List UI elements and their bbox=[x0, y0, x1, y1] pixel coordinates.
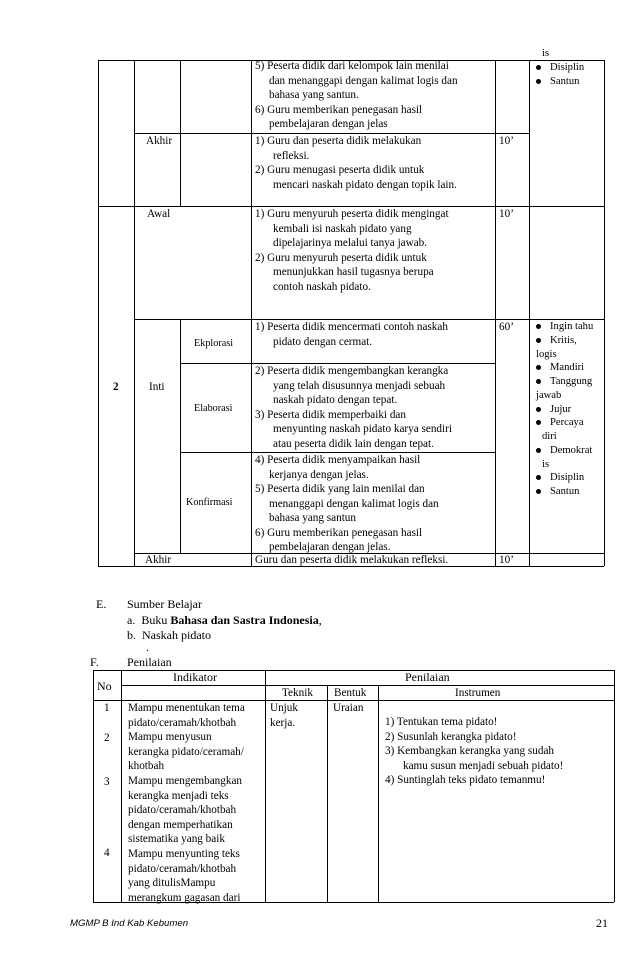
text-line: kerangka menjadi teks bbox=[128, 789, 229, 802]
text-line: 1) Tentukan tema pidato! bbox=[385, 716, 498, 728]
awal-activities bbox=[255, 207, 495, 294]
value-bullet-item: Mandiri bbox=[534, 361, 604, 375]
section-f-title: Penilaian bbox=[127, 655, 172, 669]
text-line: sistematika yang baik bbox=[128, 833, 225, 846]
instrumen-list bbox=[385, 715, 613, 788]
text-line: khotbah bbox=[128, 760, 165, 773]
teknik-cell bbox=[270, 701, 298, 730]
akhir-2-activity: Guru dan peserta didik melakukan refleksi. bbox=[255, 554, 449, 566]
source-item-a-book: Bahasa dan Sastra Indonesia bbox=[170, 613, 319, 627]
eksplorasi-activities bbox=[255, 320, 495, 349]
text-line: Mampu mengembangkan bbox=[128, 774, 243, 787]
continued-activities bbox=[255, 59, 495, 132]
stage-awal: Awal bbox=[147, 208, 171, 220]
value-bullet-item: Tanggung bbox=[534, 375, 604, 389]
akhir-2-time: 10’ bbox=[499, 554, 514, 566]
text-line: dipelajarinya melalui tanya jawab. bbox=[273, 237, 428, 250]
row-number-2: 2 bbox=[104, 732, 110, 744]
text-line: contoh naskah pidato. bbox=[273, 280, 371, 293]
text-line: kerjanya dengan jelas. bbox=[269, 468, 369, 481]
source-item-a-post: , bbox=[318, 613, 322, 627]
stage-akhir-2: Akhir bbox=[145, 554, 172, 566]
text-line: pembelajaran dengan jelas bbox=[269, 118, 388, 131]
akhir-1-time: 10’ bbox=[499, 135, 514, 147]
text-line: 2) Susunlah kerangka pidato! bbox=[385, 730, 517, 743]
source-item-a-prefix: a. bbox=[127, 613, 136, 627]
header-teknik: Teknik bbox=[282, 687, 313, 699]
source-item-b-text: Naskah pidato bbox=[142, 628, 211, 642]
elaborasi-activities bbox=[255, 364, 495, 451]
value-continuation: is bbox=[542, 458, 550, 470]
text-line: menyunting naskah pidato karya sendiri bbox=[273, 423, 452, 436]
text-line: bahasa yang santun. bbox=[269, 89, 359, 102]
text-line: naskah pidato dengan tepat. bbox=[273, 394, 398, 407]
value-continuation: jawab bbox=[536, 389, 562, 401]
value-bullet-item: Demokrat bbox=[534, 444, 604, 458]
text-line: 2) Peserta didik mengembangkan kerangka bbox=[255, 365, 449, 377]
text-line: 5) Peserta didik yang lain menilai dan bbox=[255, 483, 425, 496]
stage-akhir-1: Akhir bbox=[146, 135, 173, 147]
page-number: 21 bbox=[596, 916, 608, 930]
value-bullet-item: Kritis, bbox=[534, 334, 604, 348]
text-line: mencari naskah pidato dengan topik lain. bbox=[273, 178, 457, 191]
header-bentuk: Bentuk bbox=[334, 687, 367, 699]
text-line: merangkum gagasan dari bbox=[128, 891, 241, 904]
text-line: pidato dengan cermat. bbox=[273, 335, 373, 348]
text-line: kamu susun menjadi sebuah pidato! bbox=[403, 759, 564, 772]
text-line: menunjukkan hasil tugasnya berupa bbox=[273, 266, 434, 279]
value-continuation: is bbox=[542, 48, 550, 59]
stage-inti: Inti bbox=[149, 381, 165, 393]
text-line: pidato/ceramah/khotbah bbox=[128, 716, 237, 729]
row-number-4: 4 bbox=[104, 847, 110, 859]
text-line: 6) Guru memberikan penegasan hasil bbox=[255, 103, 423, 116]
text-line: 1) Guru menyuruh peserta didik mengingat bbox=[255, 208, 449, 220]
source-trailing-dot: . bbox=[146, 640, 149, 654]
text-line: 4) Peserta didik menyampaikan hasil bbox=[255, 454, 421, 466]
source-item-a bbox=[127, 613, 322, 629]
text-line: yang ditulisMampu bbox=[128, 877, 216, 890]
row-number-3: 3 bbox=[104, 776, 110, 788]
text-line: dengan memperhatikan bbox=[128, 818, 233, 831]
footer-left: MGMP B Ind Kab Kebumen bbox=[70, 918, 189, 929]
source-item-a-pre: Buku bbox=[141, 613, 171, 627]
indikator-list bbox=[128, 701, 264, 905]
meeting-number: 2 bbox=[113, 381, 119, 393]
text-line: 1) Peserta didik mencermati contoh naskah bbox=[255, 321, 448, 333]
text-line: 1) Guru dan peserta didik melakukan bbox=[255, 135, 422, 147]
text-line: 3) Kembangkan kerangka yang sudah bbox=[385, 745, 554, 758]
text-line: kerangka pidato/ceramah/ bbox=[128, 745, 244, 758]
text-line: 5) Peserta didik dari kelompok lain menilai bbox=[255, 60, 449, 72]
text-line: 6) Guru memberikan penegasan hasil bbox=[255, 526, 423, 539]
header-indikator: Indikator bbox=[173, 670, 217, 684]
text-line: Mampu menyunting teks bbox=[128, 847, 240, 860]
text-line: 2) Guru menyuruh peserta didik untuk bbox=[255, 251, 427, 264]
continued-values bbox=[534, 47, 604, 88]
inti-time: 60’ bbox=[499, 321, 514, 333]
value-bullet-item: Disiplin bbox=[534, 471, 604, 485]
text-line: 4) Suntinglah teks pidato temanmu! bbox=[385, 774, 546, 787]
character-values bbox=[534, 320, 604, 499]
text-line: refleksi. bbox=[273, 149, 310, 162]
text-line: pidato/ceramah/khotbah bbox=[128, 804, 237, 817]
source-item-b-prefix: b. bbox=[127, 628, 136, 642]
header-no: No bbox=[97, 679, 112, 693]
value-bullet-item: Disiplin bbox=[534, 61, 604, 75]
value-bullet-item: Percaya bbox=[534, 416, 604, 430]
bentuk-cell: Uraian bbox=[333, 702, 364, 714]
text-line: kembali isi naskah pidato yang bbox=[273, 222, 412, 235]
section-e-title: Sumber Belajar bbox=[127, 597, 202, 611]
value-continuation: diri bbox=[542, 431, 557, 443]
text-line: atau peserta didik lain dengan tepat. bbox=[273, 437, 434, 450]
text-line: dan menanggapi dengan kalimat logis dan bbox=[269, 74, 458, 87]
text-line: kerja. bbox=[270, 716, 296, 729]
text-line: 2) Guru menugasi peserta didik untuk bbox=[255, 164, 425, 177]
phase-konfirmasi: Konfirmasi bbox=[186, 497, 233, 508]
source-item-b bbox=[127, 628, 211, 644]
section-f-letter: F. bbox=[90, 655, 99, 669]
text-line: pidato/ceramah/khotbah bbox=[128, 862, 237, 875]
akhir-1-activities bbox=[255, 134, 495, 192]
text-line: bahasa yang santun bbox=[269, 512, 356, 525]
text-line: 3) Peserta didik memperbaiki dan bbox=[255, 408, 406, 421]
value-bullet-item: Ingin tahu bbox=[534, 320, 604, 334]
text-line: Unjuk bbox=[270, 702, 298, 714]
header-instrumen: Instrumen bbox=[455, 687, 501, 699]
text-line: Mampu menyusun bbox=[128, 731, 212, 744]
phase-elaborasi: Elaborasi bbox=[194, 403, 233, 414]
header-penilaian: Penilaian bbox=[405, 670, 450, 684]
value-bullet-item: Santun bbox=[534, 485, 604, 499]
text-line: Mampu menentukan tema bbox=[128, 702, 245, 714]
value-bullet-item: Santun bbox=[534, 75, 604, 89]
value-bullet-item: Jujur bbox=[534, 403, 604, 417]
row-number-1: 1 bbox=[104, 702, 110, 714]
awal-time: 10’ bbox=[499, 208, 514, 220]
text-line: yang telah disusunnya menjadi sebuah bbox=[273, 379, 446, 392]
section-e-letter: E. bbox=[96, 597, 107, 611]
konfirmasi-activities bbox=[255, 453, 495, 555]
text-line: pembelajaran dengan jelas. bbox=[269, 541, 391, 554]
value-continuation: logis bbox=[536, 348, 557, 360]
text-line: menanggapi dengan kalimat logis dan bbox=[269, 497, 439, 510]
phase-eksplorasi: Ekplorasi bbox=[194, 338, 234, 349]
